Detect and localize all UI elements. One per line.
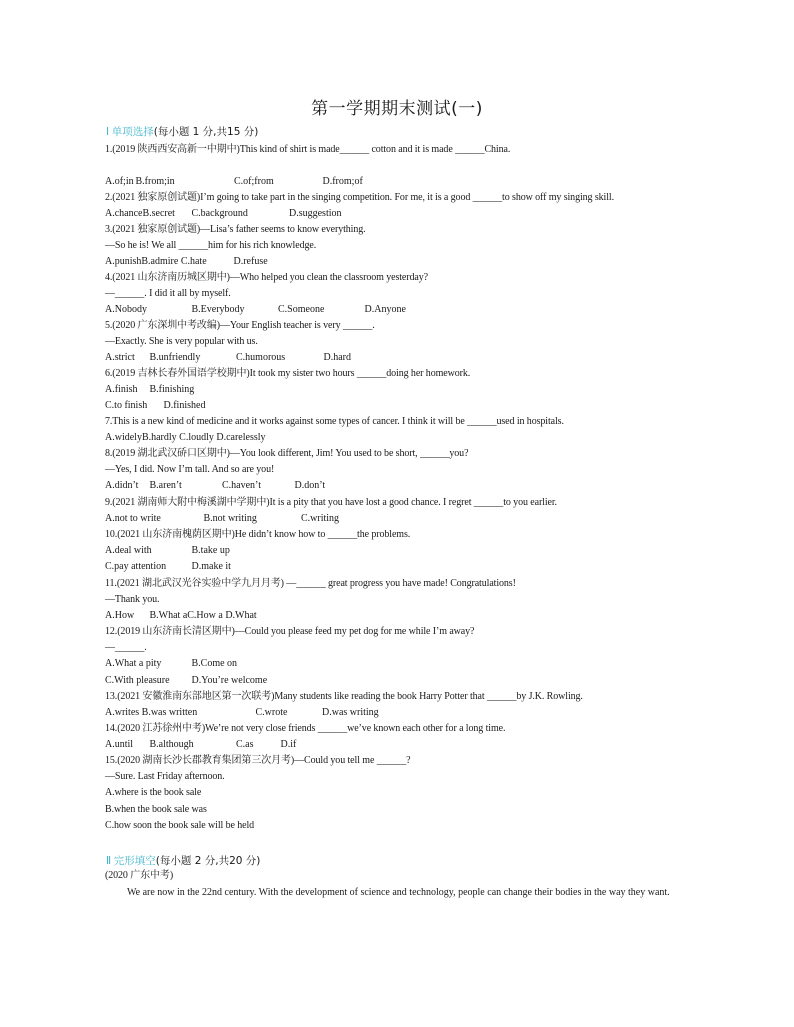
q6-option-b: B.finishing	[149, 384, 195, 395]
q11-option-bcd: B.What aC.How a D.What	[149, 610, 257, 621]
q5-option-d: D.hard	[323, 352, 351, 363]
passage-source: (2020 广东中考)	[105, 870, 174, 881]
q6-option-a: A.finish	[105, 384, 138, 395]
question-8-stem: 8.(2019 湖北武汉硚口区期中)—You look different, Jim! You used to be short, ______you?	[105, 448, 469, 459]
question-8-response: —Yes, I did. Now I’m tall. And so are you!	[105, 464, 275, 475]
section-1-points: (每小题 1 分,共15 分)	[153, 126, 259, 138]
q1-option-b: B.from;in	[135, 176, 175, 187]
question-8-options	[105, 479, 325, 493]
q9-option-b: B.not writing	[203, 513, 257, 524]
question-7-options	[105, 431, 266, 445]
question-11-stem: 11.(2021 湖北武汉光谷实验中学九月月考) —______ great progress you have made! Congratulations!	[105, 578, 516, 589]
question-12-options-row2	[105, 674, 267, 688]
q6-option-c: C.to finish	[105, 400, 148, 411]
q4-option-b: B.Everybody	[191, 304, 245, 315]
question-12-response: —______.	[105, 642, 147, 653]
q1-option-a: A.of;in	[105, 176, 134, 187]
question-10-options-row2	[105, 560, 231, 574]
question-6-options-row1	[105, 383, 194, 397]
q12-option-c: C.With pleasure	[105, 675, 170, 686]
question-13-stem: 13.(2021 安徽淮南东部地区第一次联考)Many students like reading the book Harry Potter that ______by J.K. Rowling.	[105, 691, 583, 702]
q3-option-d: D.refuse	[233, 256, 268, 267]
page-title: 第一学期期末测试(一)	[311, 99, 483, 119]
question-6-options-row2	[105, 399, 205, 413]
q4-option-d: D.Anyone	[364, 304, 406, 315]
q5-option-b: B.unfriendly	[149, 352, 201, 363]
q14-option-b: B.although	[149, 739, 194, 750]
q15-option-b: B.when the book sale was	[105, 804, 207, 815]
q1-option-d: D.from;of	[322, 176, 363, 187]
q12-option-d: D.You’re welcome	[191, 675, 268, 686]
q9-option-a: A.not to write	[105, 513, 161, 524]
question-10-stem: 10.(2021 山东济南槐荫区期中)He didn’t know how to ______the problems.	[105, 529, 411, 540]
passage-text: We are now in the 22nd century. With the development of science and technology, people can change their bodies in the way they want.	[127, 887, 670, 898]
question-7-stem: 7.This is a new kind of medicine and it works against some types of cancer. I think it will be ______used in hospitals.	[105, 416, 564, 427]
section-2-points: (每小题 2 分,共20 分)	[155, 855, 261, 867]
q10-option-a: A.deal with	[105, 545, 152, 556]
question-5-stem: 5.(2020 广东深圳中考改编)—Your English teacher is very ______.	[105, 320, 375, 331]
q11-option-a: A.How	[105, 610, 135, 621]
question-12-stem: 12.(2019 山东济南长清区期中)—Could you please feed my pet dog for me while I’m away?	[105, 626, 475, 637]
q10-option-c: C.pay attention	[105, 561, 167, 572]
section-1-heading	[106, 124, 258, 139]
q8-option-d: D.don’t	[294, 480, 326, 491]
q10-option-b: B.take up	[191, 545, 230, 556]
q4-option-c: C.Someone	[278, 304, 325, 315]
question-3-stem: 3.(2021 独家原创试题)—Lisa’s father seems to know everything.	[105, 224, 366, 235]
question-3-response: —So he is! We all ______him for his rich knowledge.	[105, 240, 317, 251]
question-4-stem: 4.(2021 山东济南历城区期中)—Who helped you clean the classroom yesterday?	[105, 272, 428, 283]
q15-option-a: A.where is the book sale	[105, 787, 202, 798]
question-15-response: —Sure. Last Friday afternoon.	[105, 771, 225, 782]
q13-option-c: C.wrote	[255, 707, 288, 718]
q5-option-a: A.strict	[105, 352, 135, 363]
section-1-name: 单项选择	[111, 126, 154, 138]
question-14-stem: 14.(2020 江苏徐州中考)We’re not very close friends ______we’ve known each other for a long time.	[105, 723, 506, 734]
question-1-stem: 1.(2019 陕西西安高新一中期中)This kind of shirt is made______ cotton and it is made ______China.	[105, 144, 511, 155]
question-6-stem: 6.(2019 吉林长春外国语学校期中)It took my sister two hours ______doing her homework.	[105, 368, 471, 379]
q12-option-b: B.Come on	[191, 658, 238, 669]
question-15-stem: 15.(2020 湖南长沙长郡教育集团第三次月考)—Could you tell me ______?	[105, 755, 411, 766]
question-5-options	[105, 351, 351, 365]
section-1-number: Ⅰ	[106, 126, 110, 138]
q14-option-c: C.as	[236, 739, 254, 750]
question-3-options	[105, 255, 268, 269]
q2-option-c: C.background	[191, 208, 248, 219]
q14-option-a: A.until	[105, 739, 134, 750]
question-11-options	[105, 609, 257, 623]
q6-option-d: D.finished	[163, 400, 206, 411]
q15-option-c: C.how soon the book sale will be held	[105, 820, 255, 831]
q5-option-c: C.humorous	[236, 352, 286, 363]
q12-option-a: A.What a pity	[105, 658, 162, 669]
question-10-options-row1	[105, 544, 230, 558]
q8-option-b: B.aren’t	[149, 480, 182, 491]
question-13-options	[105, 706, 379, 720]
question-14-options	[105, 738, 296, 752]
q8-option-c: C.haven’t	[222, 480, 261, 491]
question-4-options	[105, 303, 406, 317]
q13-option-ab: A.writes B.was written	[105, 707, 198, 718]
question-9-options	[105, 512, 339, 526]
question-2-options	[105, 207, 342, 221]
question-12-options-row1	[105, 657, 237, 671]
question-4-response: —______. I did it all by myself.	[105, 288, 231, 299]
q9-option-c: C.writing	[301, 513, 340, 524]
q3-option-abc: A.punishB.admire C.hate	[105, 256, 207, 267]
q8-option-a: A.didn’t	[105, 480, 139, 491]
section-2-number: Ⅱ	[106, 855, 112, 867]
question-9-stem: 9.(2021 湖南师大附中梅溪湖中学期中)It is a pity that you have lost a good chance. I regret ______to you earlier.	[105, 497, 557, 508]
q14-option-d: D.if	[280, 739, 297, 750]
q2-option-ab: A.chanceB.secret	[105, 208, 175, 219]
q4-option-a: A.Nobody	[105, 304, 147, 315]
section-2-name: 完形填空	[113, 855, 156, 867]
question-1-options	[105, 175, 363, 189]
q13-option-d: D.was writing	[322, 707, 379, 718]
question-2-stem: 2.(2021 独家原创试题)I’m going to take part in the singing competition. For me, it is a good ______to show off my singing skill.	[105, 192, 614, 203]
question-11-response: —Thank you.	[105, 594, 160, 605]
q10-option-d: D.make it	[191, 561, 231, 572]
q7-options-abcd: A.widelyB.hardly C.loudly D.carelessly	[105, 432, 266, 443]
section-2-heading	[106, 853, 260, 868]
q1-option-c: C.of;from	[234, 176, 274, 187]
q2-option-d: D.suggestion	[289, 208, 342, 219]
question-5-response: —Exactly. She is very popular with us.	[105, 336, 258, 347]
